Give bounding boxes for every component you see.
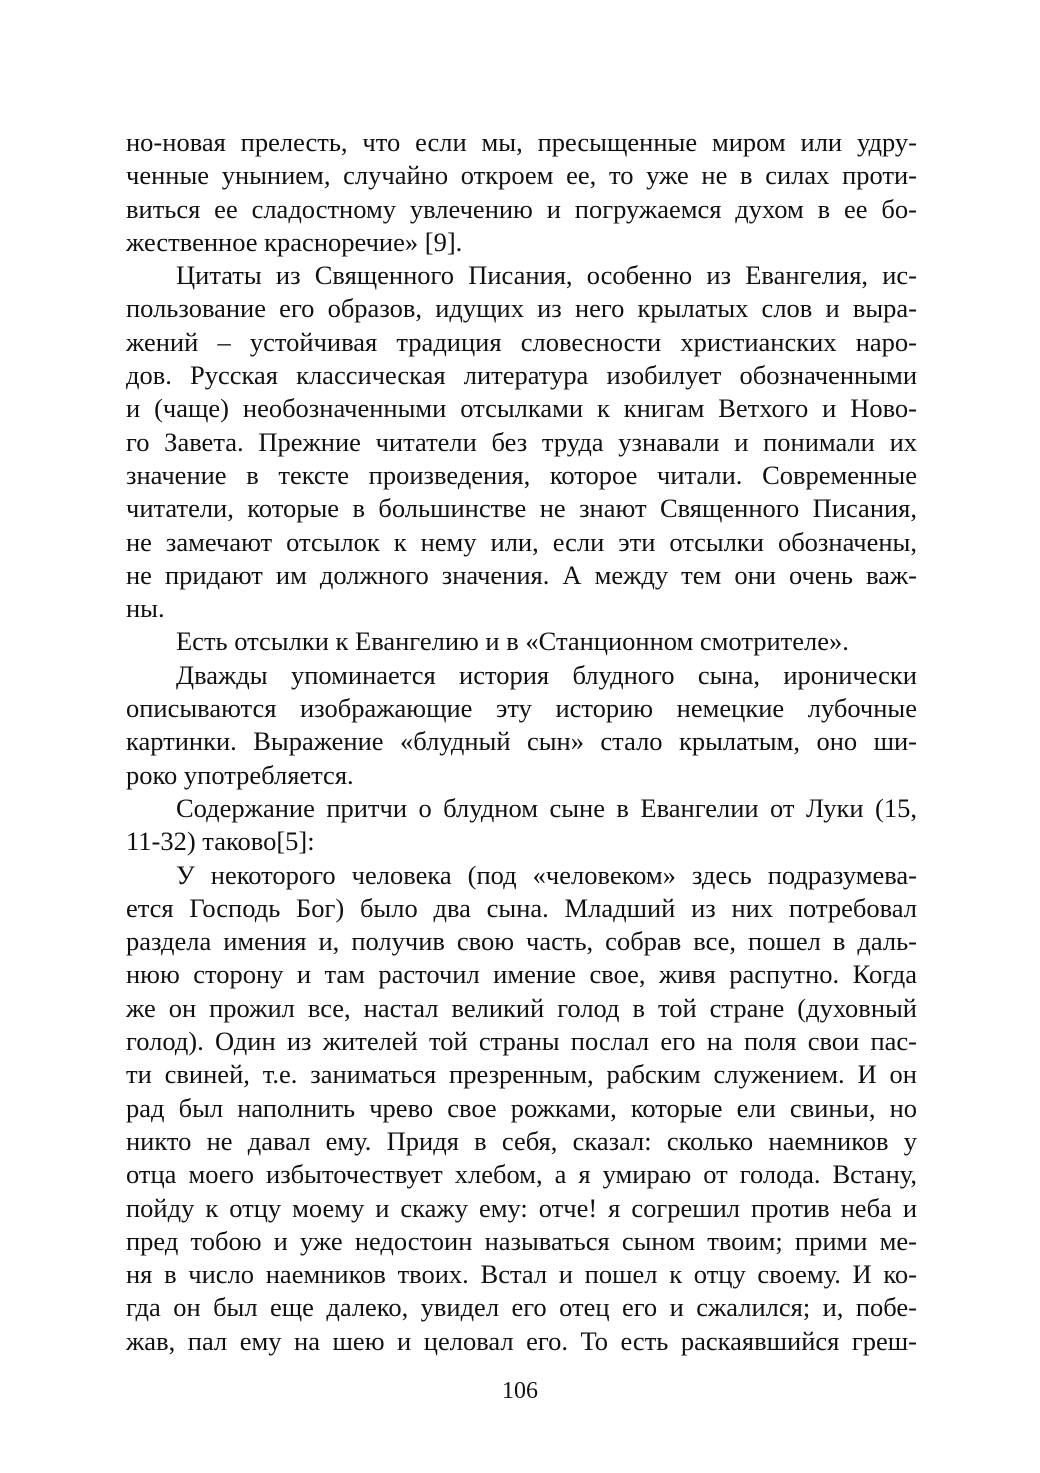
text-line: Дважды упоминается история блудного сына, иронически [176,659,917,690]
text-line: дов. Русская классическая литература изобилует обозначенными [126,360,917,391]
text-line: никто не давал ему. Придя в себя, сказал: сколько наемников у [126,1125,917,1156]
text-line: описываются изображающие эту историю немецкие лубочные [126,693,917,724]
text-line: виться ее сладостному увлечению и погружаемся духом в ее бо- [126,193,917,224]
text-line: роко употребляется. [126,759,354,790]
text-line: ти свиней, т.е. заниматься презренным, рабским служением. И он [126,1059,917,1090]
text-line: нюю сторону и там расточил имение свое, живя распутно. Когда [126,959,917,990]
page-body [126,126,917,1358]
text-line: не придают им должного значения. А между тем они очень важ- [126,559,917,590]
text-line: не замечают отсылок к нему или, если эти отсылки обозначены, [126,526,917,557]
text-line: пойду к отцу моему и скажу ему: отче! я согрешил против неба и [126,1192,917,1223]
text-line: жественное красноречие» [9]. [126,226,463,257]
paragraph [126,659,917,792]
text-line: но-новая прелесть, что если мы, пресыщенные миром или удру- [126,127,917,157]
text-line: ня в число наемников твоих. Встал и пошел к отцу своему. И ко- [126,1259,917,1290]
text-line: ется Господь Бог) было два сына. Младший из них потребовал [126,892,917,923]
text-line: ны. [126,593,165,624]
text-line: и (чаще) необозначенными отсылками к книгам Ветхого и Ново- [126,393,917,424]
paragraph [126,859,917,1358]
text-line: картинки. Выражение «блудный сын» стало крылатым, оно ши- [126,726,917,757]
text-line: читатели, которые в большинстве не знают Священного Писания, [126,493,917,524]
paragraph [126,126,917,259]
text-line: рад был наполнить чрево свое рожками, которые ели свиньи, но [126,1092,917,1123]
text-line: жав, пал ему на шею и целовал его. То есть раскаявшийся греш- [126,1325,917,1356]
page-number: 106 [502,1378,538,1404]
text-line: голод). Один из жителей той страны послал его на поля свои пас- [126,1026,917,1057]
text-line: ченные унынием, случайно откроем ее, то уже не в силах проти- [126,160,917,191]
text-line: значение в тексте произведения, которое читали. Современные [126,459,917,490]
text-line: раздела имения и, получив свою часть, собрав все, пошел в даль- [126,926,917,957]
text-line: Содержание притчи о блудном сыне в Евангелии от Луки (15, [176,792,917,823]
paragraph [126,259,917,625]
paragraph [126,792,917,859]
text-line: гда он был еще далеко, увидел его отец его и сжалился; и, побе- [126,1292,917,1323]
text-line: Цитаты из Священного Писания, особенно из Евангелия, ис- [176,260,917,291]
text-line: 11-32) таково[5]: [126,826,315,857]
text-line: отца моего избыточествует хлебом, а я умираю от голода. Встану, [126,1159,917,1190]
text-line: жений – устойчивая традиция словесности христианских наро- [126,326,917,357]
text-line: го Завета. Прежние читатели без труда узнавали и понимали их [126,426,917,457]
text-line: же он прожил все, настал великий голод в той стране (духовный [126,992,917,1023]
text-line: пред тобою и уже недостоин называться сыном твоим; прими ме- [126,1225,917,1256]
text-line: пользование его образов, идущих из него крылатых слов и выра- [126,293,917,324]
text-line: Есть отсылки к Евангелию и в «Станционном смотрителе». [176,626,849,657]
paragraph [126,625,917,658]
text-line: У некоторого человека (под «человеком» здесь подразумева- [176,859,917,890]
